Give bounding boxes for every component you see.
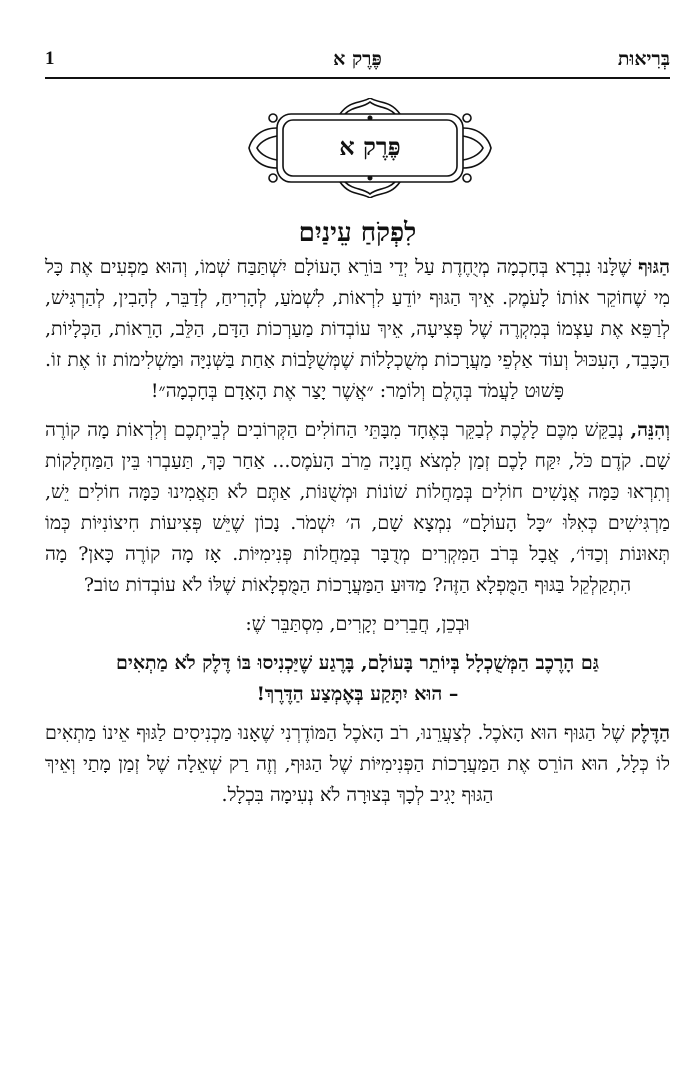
paragraph <box>45 252 670 407</box>
chapter-ornament-frame <box>245 98 495 198</box>
header-chapter: פֶּרֶק א <box>333 48 382 70</box>
paragraph-text: וּבְכֵן, חֲבֵרִים יְקָרִים, מִסְתַּבֵּר שֶׁ: <box>245 613 470 635</box>
paragraph-lead-word: הַגּוּף <box>638 256 670 278</box>
paragraph <box>45 718 670 811</box>
quote-line-1: גַּם הָרֶכֶב הַמְּשֻׁכְלָל בְּיוֹתֵר בָּעוֹלָם, בָּרֶגַע שֶׁיַּכְנִיסוּ בּוֹ דֶּלֶק לֹא מַתְאִים <box>116 652 599 674</box>
section-title: לִפְקֹחַ עֵינַיִם <box>298 218 417 248</box>
paragraph <box>45 609 670 640</box>
book-title: בְּרִיאוּת <box>617 48 670 70</box>
paragraph-text: שֶׁל הַגּוּף הוּא הָאֹכֶל. לְצַעֲרֵנוּ, רֹב הָאֹכֶל הַמּוֹדֶרְנִי שֶׁאָנוּ מַכְנִיסִים לַגּוּף אֵינוֹ מַתְאִים לוֹ כְּלָל, הוּא הוֹרֵס אֶת הַמַּעֲרָכוֹת הַפְּנִימִיּוֹת שֶׁל הַגּוּף, וְזֶה רַק שְׁאֵלָה שֶׁל זְמַן מָתַי וְאֵיךְ הַגּוּף יָגִיב לְכָךְ בְּצוּרָה לֹא נְעִימָה בִּכְלָל. <box>45 722 670 806</box>
paragraph-text: שֶׁלָּנוּ נִבְרָא בְּחָכְמָה מְיֻחֶדֶת עַל יְדֵי בּוֹרֵא הָעוֹלָם יִשְׁתַּבַּח שְׁמוֹ, וְהוּא מַפְעִים אֶת כָּל מִי שֶׁחוֹקֵר אוֹתוֹ לָעֹמֶק. אֵיךְ הַגּוּף יוֹדֵעַ לִרְאוֹת, לִשְׁמֹעַ, לְהָרִיחַ, לְדַבֵּר, לְהָבִין, לְהַרְגִּישׁ, לְרַפֵּא אֶת עַצְמוֹ בְּמִקְרֶה שֶׁל פְּצִיעָה, אֵיךְ עוֹבְדוֹת מַעַרְכוֹת הַדָּם, הַלֵּב, הָרֵאוֹת, הַכְּלָיוֹת, הַכָּבֵד, הָעִכּוּל וְעוֹד אַלְפֵי מַעֲרָכוֹת מְשֻׁכְלָלוֹת שֶׁמְּשֻׁלָּבוֹת אַחַת בַּשְּׁנִיָּה וּמַשְׁלִימוֹת זוֹ אֶת זוֹ. פָּשׁוּט לַעֲמֹד בְּהֶלֶם וְלוֹמַר: ״אֲשֶׁר יָצַר אֶת הָאָדָם בְּחָכְמָה״! <box>45 256 670 402</box>
quote-line-2: – הוּא יִתָּקַע בְּאֶמְצַע הַדֶּרֶךְ! <box>256 683 459 705</box>
paragraph-text: נְבַקֵּשׁ מִכֶּם לָלֶכֶת לְבַקֵּר בְּאֶחָד מִבָּתֵּי הַחוֹלִים הַקְּרוֹבִים לְבֵיתְכֶם וְלִרְאוֹת מָה קוֹרֶה שָׁם. קֹדֶם כֹּל, יִקַּח לָכֶם זְמַן לִמְצֹא חֲנָיָה מֵרֹב הָעֹמֶס... אַחַר כָּךְ, תַּעַבְרוּ בֵּין הַמַּחְלָקוֹת וְתִרְאוּ כַּמָּה אֲנָשִׁים חוֹלִים בְּמַחֲלוֹת שׁוֹנוֹת וּמְשֻׁנּוֹת, אַתֶּם לֹא תַּאֲמִינוּ כַּמָּה חוֹלִים יֵשׁ, מַרְגִּישִׁים כְּאִלּוּ ״כָּל הָעוֹלָם״ נִמְצָא שָׁם, ה׳ יִשְׁמֹר. נָכוֹן שֶׁיֵּשׁ פְּצִיעוֹת חִיצוֹנִיּוֹת כְּמוֹ תְּאוּנוֹת וְכַדּוֹ׳, אֲבָל בְּרֹב הַמִּקְרִים מְדֻבָּר בְּמַחֲלוֹת פְּנִימִיּוֹת. אָז מָה קוֹרֶה כָּאן? מָה הִתְקַלְקֵל בַּגּוּף הַמֻּפְלָא הַזֶּה? מַדּוּעַ הַמַּעֲרָכוֹת הַמֻּפְלָאוֹת שֶׁלּוֹ לֹא עוֹבְדוֹת טוֹב? <box>45 419 670 596</box>
running-header <box>45 48 670 78</box>
header-rule <box>45 77 670 79</box>
chapter-title: פֶּרֶק א <box>339 132 401 161</box>
paragraph <box>45 415 670 601</box>
paragraph-lead-word: הַדֶּלֶק <box>630 722 670 744</box>
highlight-quote <box>45 648 670 710</box>
paragraph-lead-word: וְהִנֵּה, <box>630 419 670 441</box>
page-number: 1 <box>45 48 55 69</box>
body-text <box>45 252 670 819</box>
document-page <box>45 0 670 1077</box>
